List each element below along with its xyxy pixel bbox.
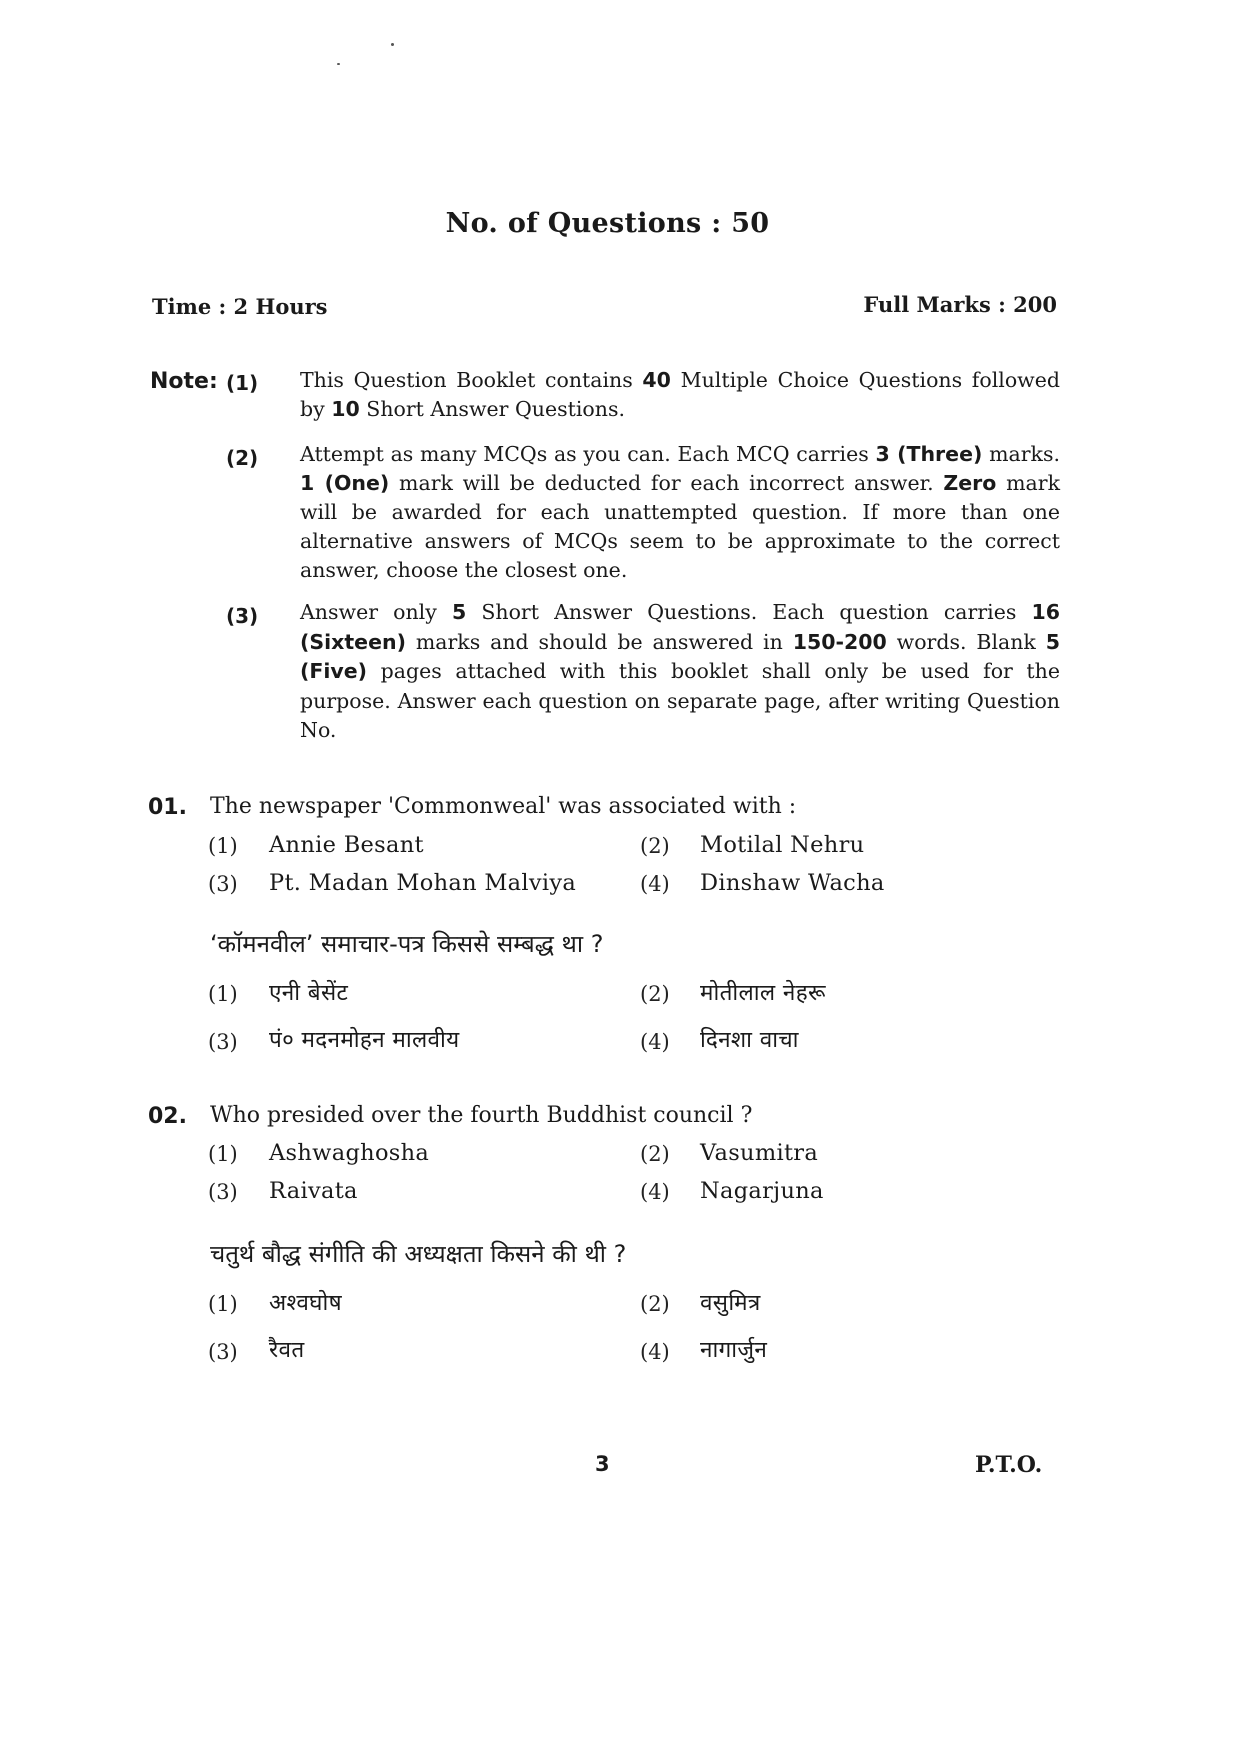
option-text: Ashwaghosha <box>269 1140 430 1166</box>
note-text: Answer only 5 Short Answer Questions. Each question carries 16 (Sixteen) marks and should be answered in 150-200 words. Blank 5 (Five) pages attached with this booklet shall only be used for the purpose. Answer each question on separate page, after writing Question No. <box>300 600 1060 742</box>
option-text: पं० मदनमोहन मालवीय <box>269 1027 460 1053</box>
question-text-en: The newspaper 'Commonweal' was associated with : <box>210 794 797 819</box>
question-text-hi: चतुर्थ बौद्ध संगीति की अध्यक्षता किसने की थी ? <box>210 1240 627 1268</box>
page-title: No. of Questions : 50 <box>445 208 770 239</box>
option-text: रैवत <box>269 1337 305 1363</box>
option-number: (2) <box>640 1142 670 1166</box>
option-text: Raivata <box>269 1178 358 1204</box>
option-number: (1) <box>208 1142 238 1166</box>
scan-speck <box>337 63 340 65</box>
option-number: (2) <box>640 1292 670 1316</box>
option-number: (3) <box>208 1030 238 1054</box>
page-number: 3 <box>595 1452 610 1476</box>
option-number: (4) <box>640 872 670 896</box>
question-number: 01. <box>148 795 187 820</box>
question-text-hi: ‘कॉमनवील’ समाचार-पत्र किससे सम्बद्ध था ? <box>210 930 604 958</box>
note-number: (3) <box>226 604 259 628</box>
scan-speck <box>391 43 394 46</box>
option-text: Motilal Nehru <box>700 832 865 858</box>
option-text: Pt. Madan Mohan Malviya <box>269 870 577 896</box>
option-number: (4) <box>640 1030 670 1054</box>
option-text: एनी बेसेंट <box>269 980 349 1006</box>
option-text: दिनशा वाचा <box>700 1027 799 1053</box>
note-text: Attempt as many MCQs as you can. Each MCQ carries 3 (Three) marks. 1 (One) mark will be deducted for each incorrect answer. Zero mark will be awarded for each unattempted question. If more than one alternative answers of MCQs seem to be approximate to the correct answer, choose the closest one. <box>300 442 1061 582</box>
full-marks: Full Marks : 200 <box>863 292 1057 317</box>
option-number: (1) <box>208 982 238 1006</box>
option-number: (2) <box>640 834 670 858</box>
option-number: (3) <box>208 872 238 896</box>
question-text-en: Who presided over the fourth Buddhist council ? <box>210 1103 753 1128</box>
option-text: वसुमित्र <box>700 1290 761 1316</box>
option-number: (1) <box>208 1292 238 1316</box>
please-turn-over: P.T.O. <box>975 1452 1043 1478</box>
option-text: Dinshaw Wacha <box>700 870 885 896</box>
note-number: (1) <box>226 371 259 395</box>
option-text: अश्वघोष <box>269 1290 342 1316</box>
option-text: Vasumitra <box>700 1140 819 1166</box>
note-number: (2) <box>226 446 259 470</box>
option-number: (4) <box>640 1340 670 1364</box>
option-text: Nagarjuna <box>700 1178 824 1204</box>
option-number: (4) <box>640 1180 670 1204</box>
option-number: (3) <box>208 1180 238 1204</box>
time-allowed: Time : 2 Hours <box>152 294 328 319</box>
option-text: Annie Besant <box>269 832 424 858</box>
option-number: (1) <box>208 834 238 858</box>
note-text: This Question Booklet contains 40 Multiple Choice Questions followed by 10 Short Answer Questions. <box>300 368 1060 421</box>
option-text: मोतीलाल नेहरू <box>700 980 826 1006</box>
question-number: 02. <box>148 1104 187 1129</box>
option-text: नागार्जुन <box>700 1337 768 1363</box>
option-number: (3) <box>208 1340 238 1364</box>
option-number: (2) <box>640 982 670 1006</box>
note-label: Note: <box>150 369 218 394</box>
